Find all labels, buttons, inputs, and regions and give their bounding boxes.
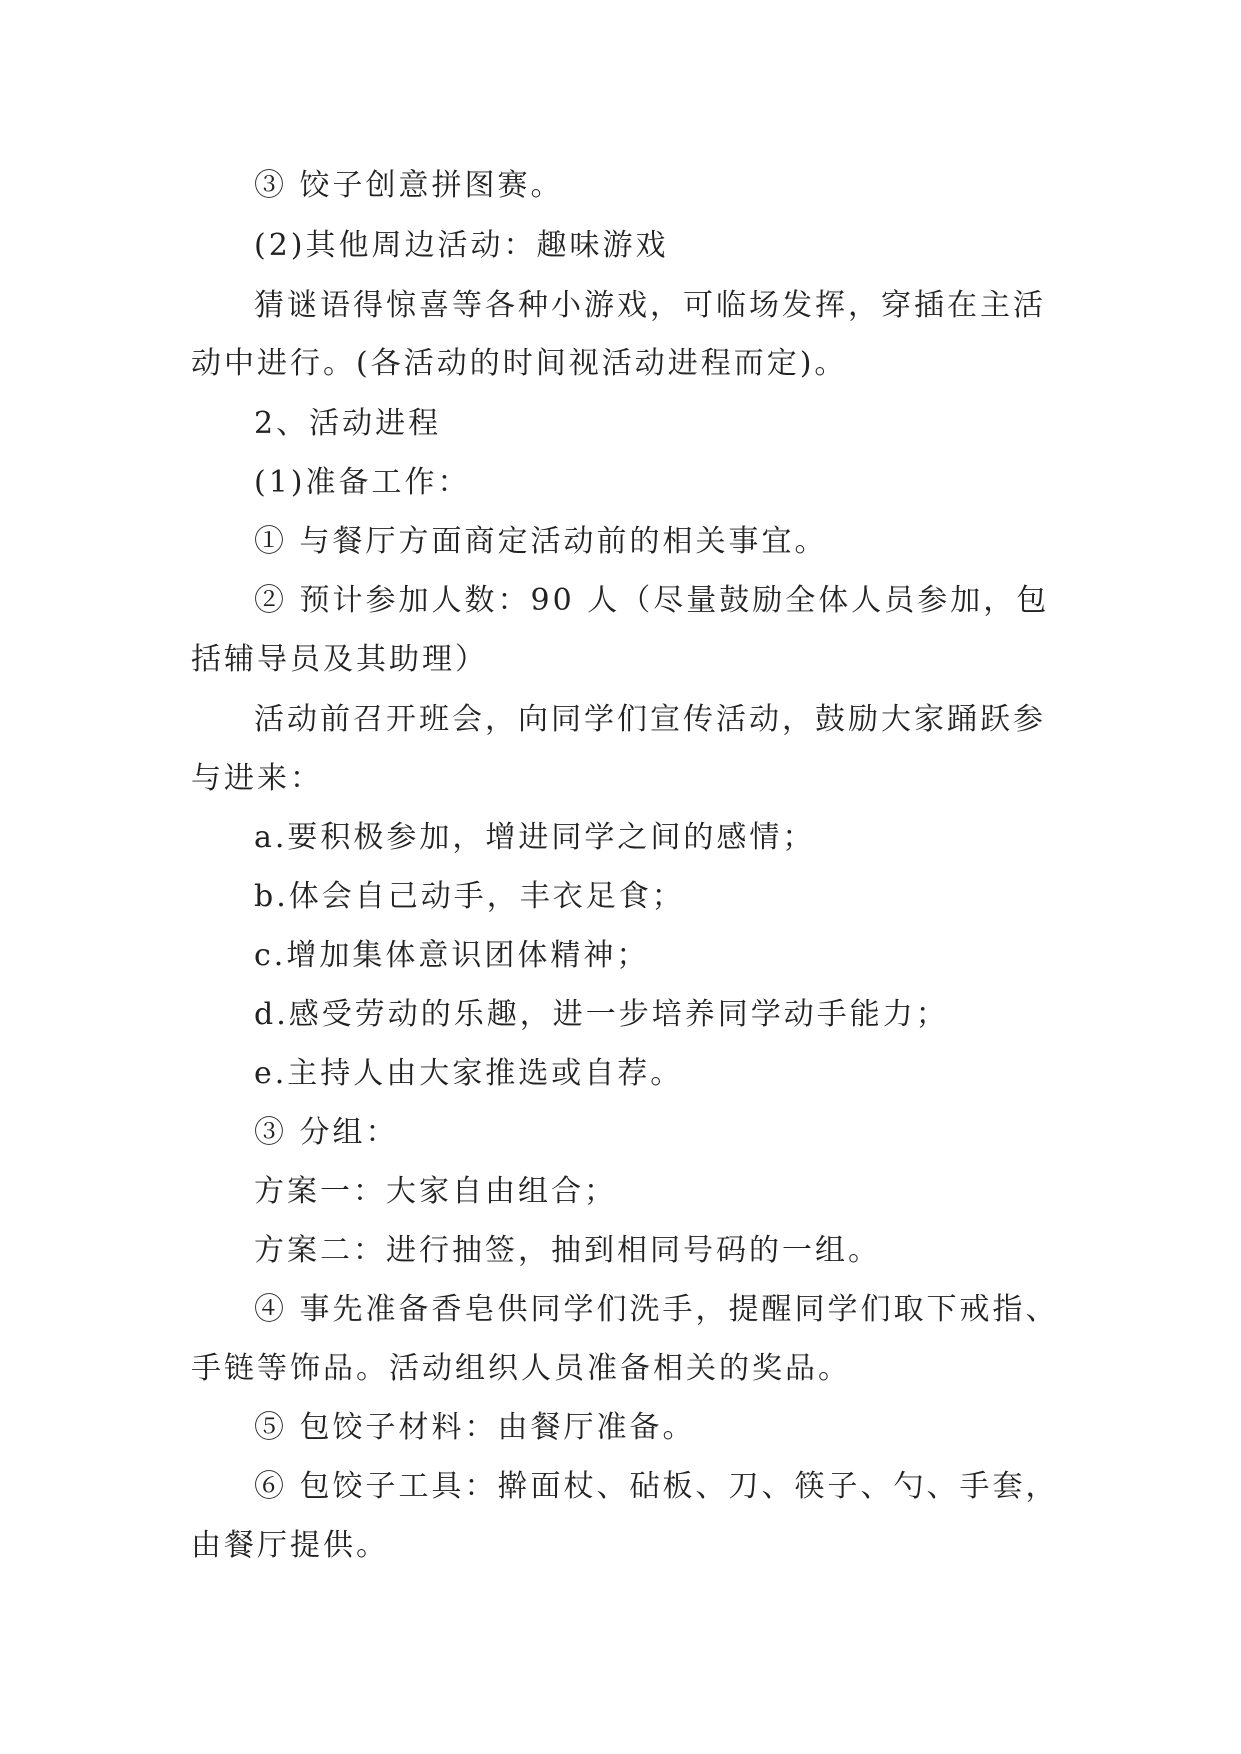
text-line-games: 猜谜语得惊喜等各种小游戏，可临场发挥，穿插在主活 <box>254 288 1046 323</box>
text-line-grouping: ③ 分组： <box>254 1115 399 1150</box>
list-item-e: e.主持人由大家推选或自荐。 <box>254 1056 684 1091</box>
section-heading-process: 2、活动进程 <box>254 406 442 441</box>
text-line-soap: ④ 事先准备香皂供同学们洗手，提醒同学们取下戒指、 <box>254 1292 1059 1327</box>
text-line-soap-cont: 手链等饰品。活动组织人员准备相关的奖品。 <box>191 1351 851 1386</box>
text-line-plan-one: 方案一：大家自由组合； <box>254 1174 617 1209</box>
text-line-plan-two: 方案二：进行抽签，抽到相同号码的一组。 <box>254 1233 881 1268</box>
list-item-c: c.增加集体意识团体精神； <box>254 938 650 973</box>
text-line-materials: ⑤ 包饺子材料：由餐厅准备。 <box>254 1410 696 1445</box>
text-line-restaurant: ① 与餐厅方面商定活动前的相关事宜。 <box>254 524 828 559</box>
text-line-games-cont: 动中进行。(各活动的时间视活动进程而定)。 <box>191 346 848 381</box>
text-line-participants: ② 预计参加人数：90 人（尽量鼓励全体人员参加，包 <box>254 583 1050 618</box>
text-line-meeting-cont: 与进来： <box>191 761 323 796</box>
text-line-tools: ⑥ 包饺子工具：擀面杖、砧板、刀、筷子、勺、手套， <box>254 1469 1059 1504</box>
list-item-b: b.体会自己动手，丰衣足食； <box>254 879 685 914</box>
text-line-tools-cont: 由餐厅提供。 <box>191 1528 389 1563</box>
text-line-puzzle-contest: ③ 饺子创意拼图赛。 <box>254 168 564 203</box>
text-line-other-activities: (2)其他周边活动：趣味游戏 <box>254 228 669 263</box>
text-line-participants-cont: 括辅导员及其助理） <box>191 642 488 677</box>
list-item-a: a.要积极参加，增进同学之间的感情； <box>254 820 816 855</box>
subheading-preparation: (1)准备工作： <box>254 465 471 500</box>
text-line-meeting: 活动前召开班会，向同学们宣传活动，鼓励大家踊跃参 <box>254 702 1046 737</box>
list-item-d: d.感受劳动的乐趣，进一步培养同学动手能力； <box>254 997 949 1032</box>
